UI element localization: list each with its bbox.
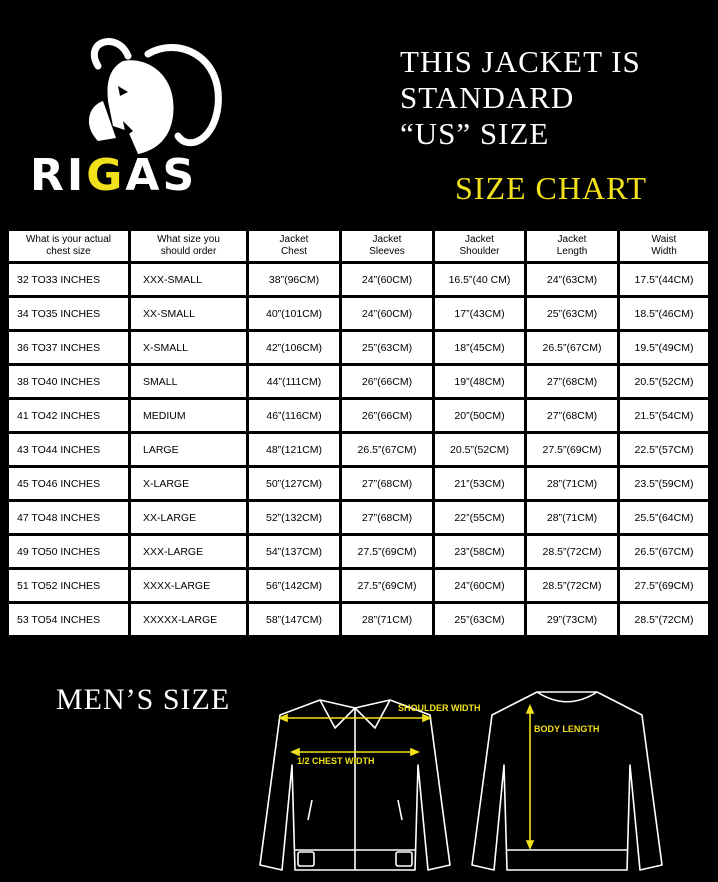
header-line: What size you	[157, 234, 220, 245]
headline	[400, 44, 700, 152]
table-cell: 36 TO37 INCHES	[9, 332, 128, 363]
table-row	[9, 502, 708, 533]
table-cell: 20.5”(52CM)	[435, 434, 524, 465]
table-cell: 40”(101CM)	[249, 298, 339, 329]
table-cell: 17”(43CM)	[435, 298, 524, 329]
table-cell: 16.5”(40 CM)	[435, 264, 524, 295]
table-row	[9, 366, 708, 397]
header-line: chest size	[46, 246, 91, 257]
headline-line-2: STANDARD	[400, 80, 575, 115]
table-cell: 22.5”(57CM)	[620, 434, 708, 465]
table-cell: 23”(58CM)	[435, 536, 524, 567]
table-cell: 27”(68CM)	[342, 502, 432, 533]
table-cell: 28”(71CM)	[527, 502, 617, 533]
table-cell: 28.5”(72CM)	[527, 536, 617, 567]
header-line: Waist	[651, 234, 677, 245]
header-line: Sleeves	[369, 246, 405, 257]
table-cell: 25”(63CM)	[342, 332, 432, 363]
table-cell: 20.5”(52CM)	[620, 366, 708, 397]
table-cell: XX-SMALL	[131, 298, 246, 329]
header-line: Chest	[280, 246, 308, 257]
table-header-cell	[342, 231, 432, 261]
table-cell: 27”(68CM)	[527, 400, 617, 431]
table-header-row	[9, 231, 708, 261]
table-cell: 51 TO52 INCHES	[9, 570, 128, 601]
table-cell: 41 TO42 INCHES	[9, 400, 128, 431]
body-length-label: BODY LENGTH	[534, 724, 600, 734]
chest-width-label: 1/2 CHEST WIDTH	[297, 756, 375, 766]
table-cell: XXXX-LARGE	[131, 570, 246, 601]
header-line: Jacket	[372, 234, 402, 245]
table-header-cell	[527, 231, 617, 261]
table-cell: 26.5”(67CM)	[620, 536, 708, 567]
table-cell: 27.5”(69CM)	[527, 434, 617, 465]
table-row	[9, 264, 708, 295]
table-header-cell	[620, 231, 708, 261]
table-cell: 47 TO48 INCHES	[9, 502, 128, 533]
header-line: Width	[651, 246, 677, 257]
table-cell: 24”(63CM)	[527, 264, 617, 295]
table-cell: 48”(121CM)	[249, 434, 339, 465]
jacket-back-icon	[462, 680, 672, 880]
table-row	[9, 298, 708, 329]
table-cell: 17.5”(44CM)	[620, 264, 708, 295]
table-cell: SMALL	[131, 366, 246, 397]
table-cell: 27.5”(69CM)	[620, 570, 708, 601]
table-cell: 58”(147CM)	[249, 604, 339, 635]
table-header-cell	[131, 231, 246, 261]
table-body	[9, 264, 708, 635]
table-cell: 18.5”(46CM)	[620, 298, 708, 329]
table-cell: 25.5”(64CM)	[620, 502, 708, 533]
headline-line-1: THIS JACKET IS	[400, 44, 641, 79]
header-line: Jacket	[557, 234, 587, 245]
table-cell: 25”(63CM)	[527, 298, 617, 329]
table-cell: 38”(96CM)	[249, 264, 339, 295]
table-cell: 26.5”(67CM)	[342, 434, 432, 465]
table-cell: 50”(127CM)	[249, 468, 339, 499]
table-row	[9, 536, 708, 567]
mens-size-title: MEN’S SIZE	[56, 683, 231, 716]
table-cell: X-SMALL	[131, 332, 246, 363]
table-cell: 28.5”(72CM)	[620, 604, 708, 635]
table-cell: 26”(66CM)	[342, 400, 432, 431]
table-cell: 43 TO44 INCHES	[9, 434, 128, 465]
header-line: should order	[160, 246, 217, 257]
table-cell: MEDIUM	[131, 400, 246, 431]
table-cell: 24”(60CM)	[435, 570, 524, 601]
table-cell: 18”(45CM)	[435, 332, 524, 363]
table-row	[9, 604, 708, 635]
table-row	[9, 468, 708, 499]
table-cell: 23.5”(59CM)	[620, 468, 708, 499]
table-cell: XXX-SMALL	[131, 264, 246, 295]
table-cell: X-LARGE	[131, 468, 246, 499]
table-cell: LARGE	[131, 434, 246, 465]
headline-line-3: “US” SIZE	[400, 116, 550, 151]
table-cell: 24”(60CM)	[342, 264, 432, 295]
table-cell: 27”(68CM)	[527, 366, 617, 397]
table-cell: 26”(66CM)	[342, 366, 432, 397]
table-row	[9, 434, 708, 465]
table-cell: 27.5”(69CM)	[342, 536, 432, 567]
table-cell: 46”(116CM)	[249, 400, 339, 431]
table-cell: 27.5”(69CM)	[342, 570, 432, 601]
table-row	[9, 332, 708, 363]
table-cell: 24”(60CM)	[342, 298, 432, 329]
table-cell: 32 TO33 INCHES	[9, 264, 128, 295]
table-cell: 27”(68CM)	[342, 468, 432, 499]
header-line: What is your actual	[25, 234, 112, 245]
table-cell: 54”(137CM)	[249, 536, 339, 567]
table-cell: 25”(63CM)	[435, 604, 524, 635]
table-cell: 19”(48CM)	[435, 366, 524, 397]
table-cell: 38 TO40 INCHES	[9, 366, 128, 397]
table-cell: 28.5”(72CM)	[527, 570, 617, 601]
size-chart-title: SIZE CHART	[455, 170, 648, 206]
table-cell: 52”(132CM)	[249, 502, 339, 533]
table-cell: 45 TO46 INCHES	[9, 468, 128, 499]
header-line: Length	[556, 246, 588, 257]
table-cell: XXX-LARGE	[131, 536, 246, 567]
table-cell: XX-LARGE	[131, 502, 246, 533]
table-cell: 26.5”(67CM)	[527, 332, 617, 363]
shoulder-width-label: SHOULDER WIDTH	[398, 703, 481, 713]
table-header-cell	[249, 231, 339, 261]
header-line: Jacket	[465, 234, 494, 245]
header-line: Jacket	[279, 234, 309, 245]
table-cell: 19.5”(49CM)	[620, 332, 708, 363]
table-header-cell	[435, 231, 524, 261]
table-cell: 28”(71CM)	[342, 604, 432, 635]
table-cell: 34 TO35 INCHES	[9, 298, 128, 329]
table-cell: 42”(106CM)	[249, 332, 339, 363]
table-cell: 22”(55CM)	[435, 502, 524, 533]
table-cell: 44”(111CM)	[249, 366, 339, 397]
table-cell: 56”(142CM)	[249, 570, 339, 601]
brand-logo-text: RIGAS	[30, 150, 198, 201]
table-cell: XXXXX-LARGE	[131, 604, 246, 635]
table-cell: 29”(73CM)	[527, 604, 617, 635]
table-cell: 49 TO50 INCHES	[9, 536, 128, 567]
table-cell: 53 TO54 INCHES	[9, 604, 128, 635]
table-cell: 28”(71CM)	[527, 468, 617, 499]
table-row	[9, 570, 708, 601]
size-chart-table	[6, 228, 711, 638]
header-line: Shoulder	[459, 246, 500, 257]
table-row	[9, 400, 708, 431]
table-header-cell	[9, 231, 128, 261]
table-cell: 20”(50CM)	[435, 400, 524, 431]
table-cell: 21.5”(54CM)	[620, 400, 708, 431]
table-cell: 21”(53CM)	[435, 468, 524, 499]
